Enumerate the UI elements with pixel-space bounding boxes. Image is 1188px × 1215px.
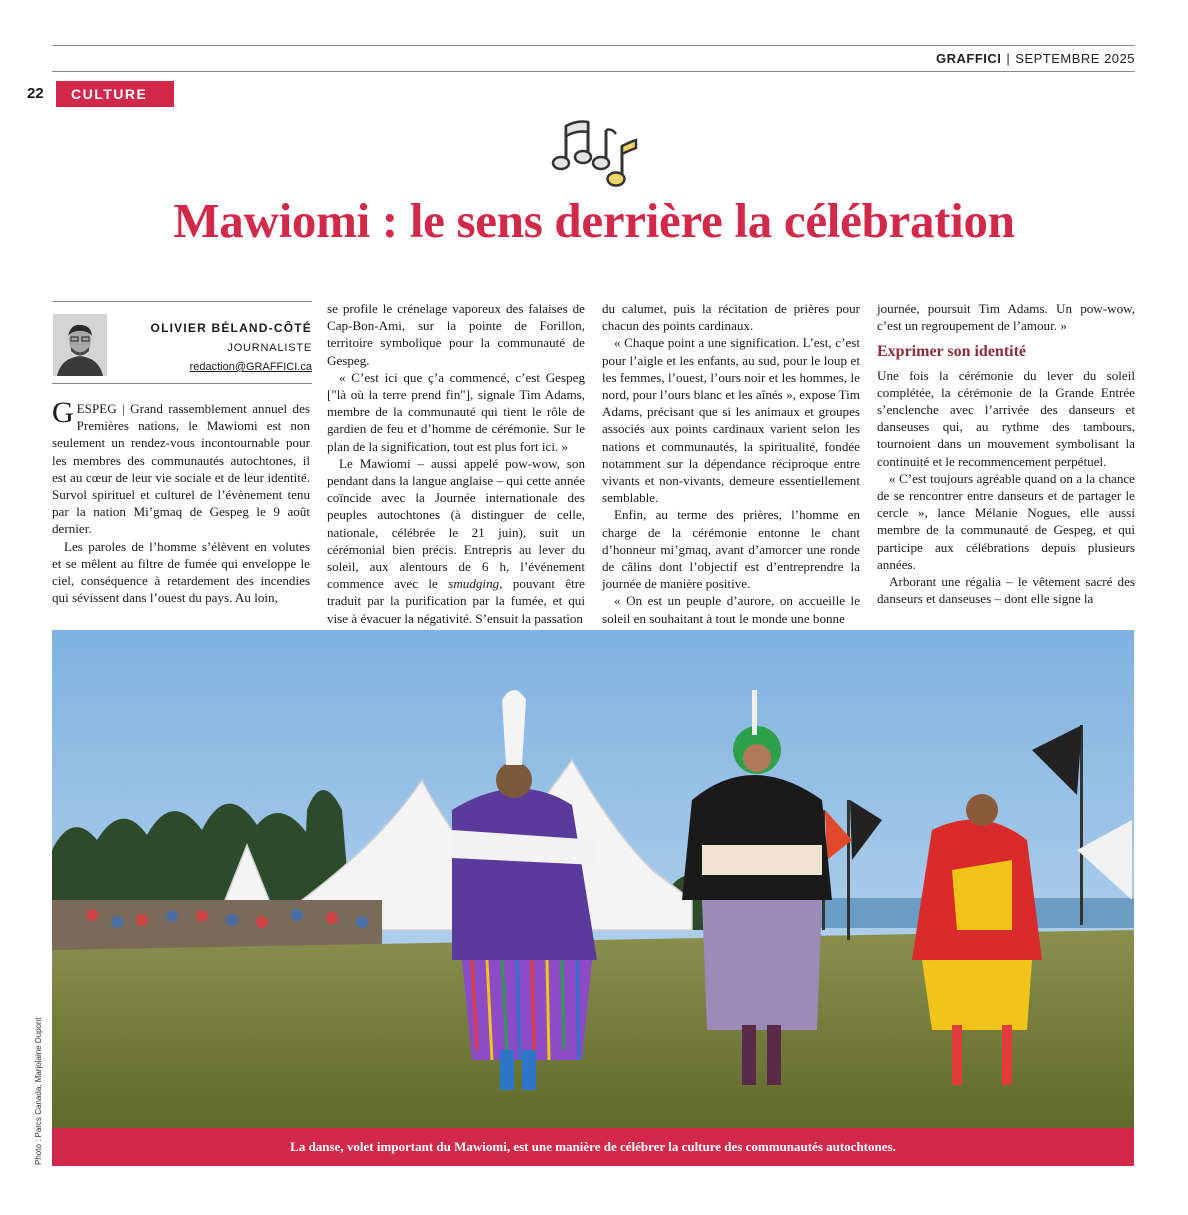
drop-cap: G bbox=[52, 396, 74, 429]
body-text: , pouvant être traduit par la purification par la fumée, et qui vise à évacuer la négativité. S’ensuit la passation bbox=[327, 576, 585, 626]
byline bbox=[52, 301, 312, 384]
dancers-photo-illustration bbox=[52, 630, 1134, 1128]
header-top-rule bbox=[52, 45, 1135, 46]
body-paragraph: du calumet, puis la récitation de prières pour chacun des points cardinaux. bbox=[602, 301, 860, 334]
body-paragraph: Les paroles de l’homme s’élèvent en volutes et se mêlent au filtre de fumée qui enveloppe le ciel, conséquence à retardement des incendies qui sévissent dans l’ouest du pays. Au loin, bbox=[52, 538, 310, 606]
body-paragraph: Arborant une régalia – le vêtement sacré des danseurs et danseuses – dont elle signe la bbox=[877, 574, 1135, 607]
article-column-1 bbox=[52, 396, 310, 606]
article-column-3 bbox=[602, 300, 860, 627]
body-paragraph: « Chaque point a une signification. L’est, c’est pour l’aigle et les enfants, au sud, pour le loup et les femmes, l’ouest, l’ours noir et les hommes, le nord, pour l’ours blanc et les aînés », expose Tim Adams, précisant que si les animaux et groupes associés aux points cardinaux varient selon les nations et communautés, la spiritualité, fondée notamment sur la dépendance réciproque entre vivants et non-vivants, demeure essentiellement semblable. bbox=[602, 335, 860, 506]
lead-place: ESPEG bbox=[76, 401, 117, 416]
body-paragraph: « On est un peuple d’aurore, on accueille le soleil en souhaitant à tout le monde une bonne bbox=[602, 593, 860, 626]
masthead-separator: | bbox=[1006, 51, 1011, 66]
body-paragraph: Enfin, au terme des prières, l’homme en charge de la cérémonie entonne le chant d’honneur mi’gmaq, avant d’amorcer une ronde de câlins dont l’objectif est d’entreprendre la journée de manière positive. bbox=[602, 507, 860, 592]
masthead bbox=[936, 51, 1135, 66]
publication-name: GRAFFICI bbox=[936, 51, 1002, 66]
issue-date: SEPTEMBRE 2025 bbox=[1015, 51, 1135, 66]
body-paragraph: « C’est ici que ç’a commencé, c’est Gespeg ["là où la terre prend fin"], signale Tim Adams, membre de la communauté qui tient le rôle de gardien de feu et d’homme de cérémonie. Sur le plan de la signification, tout est plus fort ici. » bbox=[327, 369, 585, 454]
author-avatar bbox=[53, 314, 107, 376]
author-name: OLIVIER BÉLAND-CÔTÉ bbox=[150, 321, 312, 335]
lead-text: | Grand rassemblement annuel des Premières nations, le Mawiomi est non seulement un rendez-vous incontournable pour les membres des communautés autochtones, il est au cœur de leur vie sociale et de leur identité. Survol spirituel et culturel de l’évènement tenu par la nation Mi’gmaq de Gespeg le 9 août dernier. bbox=[52, 401, 310, 537]
body-paragraph: « C’est toujours agréable quand on a la chance de se rencontrer entre danseurs et de partager le cercle », lance Mélanie Nogues, elle aussi membre de la communauté de Gespeg, et qui participe aux célébrations depuis plusieurs années. bbox=[877, 470, 1135, 572]
article-column-2 bbox=[327, 300, 585, 627]
body-text: Le Mawiomi – aussi appelé pow-wow, son pendant dans la langue anglaise – qui cette année coïncide avec la Journée internationale des peuples autochtones (à distinguer de celle, nationale, célébrée le 21 juin), suit un cérémonial bien précis. Entrepris au lever du soleil, aux alentours de 6 h, l’événement commence avec le bbox=[327, 455, 585, 592]
music-notes-icon bbox=[550, 116, 642, 188]
body-paragraph: Une fois la cérémonie du lever du soleil complétée, la cérémonie de la Grande Entrée s’enclenche avec l’arrivée des danseurs et danseuses qui, au rythme des tambours, tournoient dans un mouvement symbolisant la continuité et le recommencement perpétuel. bbox=[877, 367, 1135, 469]
lead-paragraph bbox=[52, 396, 310, 538]
article-photo bbox=[52, 630, 1134, 1128]
header-rule bbox=[52, 71, 1135, 72]
body-paragraph bbox=[327, 455, 585, 627]
section-tag: CULTURE bbox=[56, 81, 174, 107]
article-title: Mawiomi : le sens derrière la célébration bbox=[173, 193, 1015, 248]
photo-credit: Photo : Parcs Canada, Marjolaine Dupont bbox=[34, 1017, 43, 1165]
body-paragraph: journée, poursuit Tim Adams. Un pow-wow, c’est un regroupement de l’amour. » bbox=[877, 301, 1135, 334]
photo-caption: La danse, volet important du Mawiomi, est une manière de célébrer la culture des communautés autochtones. bbox=[52, 1128, 1134, 1166]
subheading: Exprimer son identité bbox=[877, 343, 1027, 361]
article-column-4 bbox=[877, 300, 1135, 607]
author-email-link[interactable]: redaction@GRAFFICI.ca bbox=[189, 361, 312, 373]
author-role: JOURNALISTE bbox=[227, 342, 312, 354]
body-paragraph: se profile le crénelage vaporeux des falaises de Cap-Bon-Ami, sur la pointe de Forillon, territoire symbolique pour la communauté de Gespeg. bbox=[327, 301, 585, 368]
italic-term: smudging bbox=[448, 576, 500, 592]
page-number: 22 bbox=[27, 85, 44, 102]
